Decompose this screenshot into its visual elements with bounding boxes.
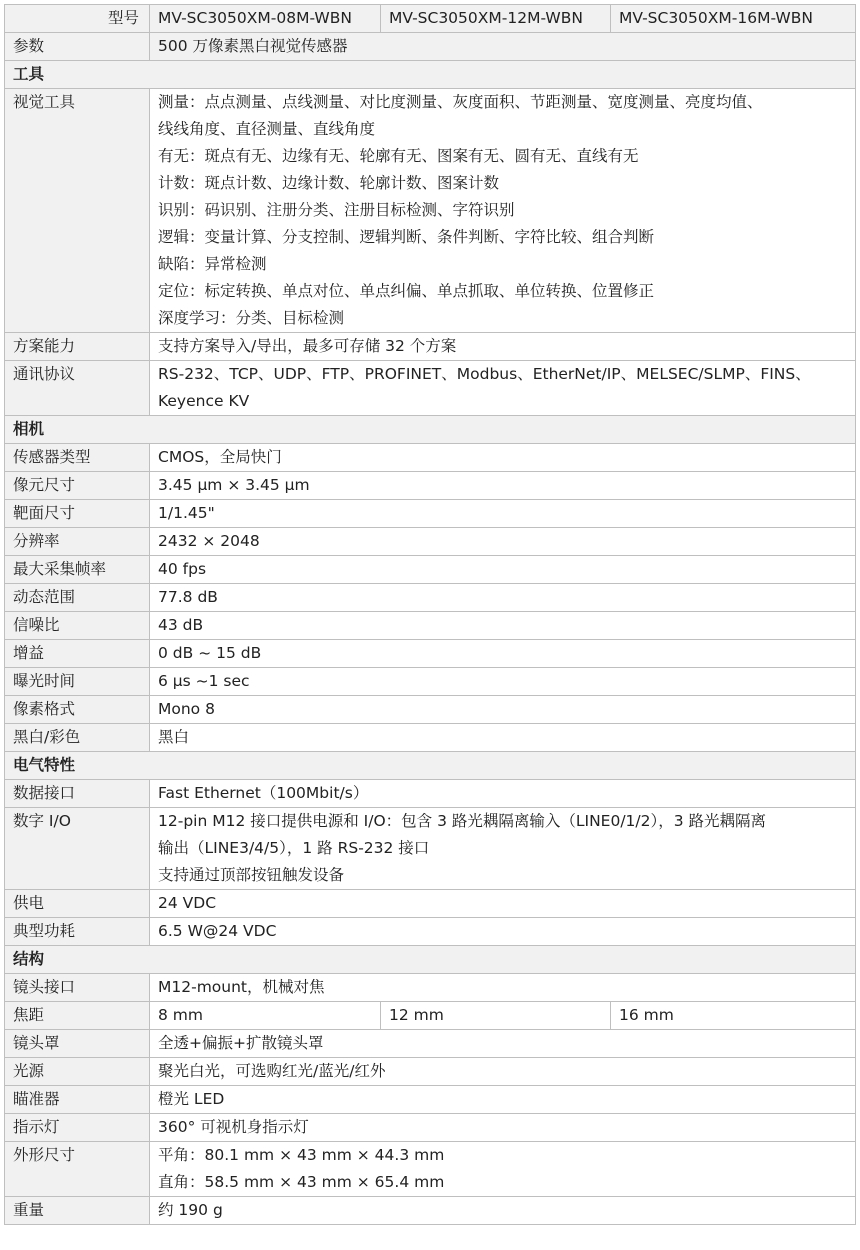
row-label: 光源 [5,1058,150,1086]
row-value: 黑白 [150,724,856,752]
section-camera [5,416,856,444]
text-line: 计数：斑点计数、边缘计数、轮廓计数、图案计数 [158,174,500,192]
row-value: 橙光 LED [150,1086,856,1114]
section-title: 结构 [5,946,856,974]
row-value: 3.45 μm × 3.45 μm [150,472,856,500]
model-name-12m: MV-SC3050XM-12M-WBN [381,5,611,33]
row-label: 视觉工具 [5,89,150,333]
row-value: 聚光白光，可选购红光/蓝光/红外 [150,1058,856,1086]
text-line: 线线角度、直径测量、直线角度 [158,120,376,138]
section-title: 相机 [5,416,856,444]
row-label: 重量 [5,1197,150,1225]
row-label: 像素格式 [5,696,150,724]
row-label: 焦距 [5,1002,150,1030]
section-title: 工具 [5,61,856,89]
row-value: 360° 可视机身指示灯 [150,1114,856,1142]
text-line: 定位：标定转换、单点对位、单点纠偏、单点抓取、单位转换、位置修正 [158,282,655,300]
row-label: 镜头罩 [5,1030,150,1058]
row-label: 供电 [5,890,150,918]
row-value: 支持方案导入/导出，最多可存储 32 个方案 [150,333,856,361]
row-value: 6.5 W@24 VDC [150,918,856,946]
section-title: 电气特性 [5,752,856,780]
text-line: 有无：斑点有无、边缘有无、轮廓有无、图案有无、圆有无、直线有无 [158,147,639,165]
row-value: 全透+偏振+扩散镜头罩 [150,1030,856,1058]
row-value: 77.8 dB [150,584,856,612]
model-name-16m: MV-SC3050XM-16M-WBN [611,5,856,33]
product-description: 500 万像素黑白视觉传感器 [150,33,856,61]
row-value: 1/1.45" [150,500,856,528]
text-line: 直角：58.5 mm × 43 mm × 65.4 mm [158,1173,445,1191]
row-label: 瞄准器 [5,1086,150,1114]
row-value: 6 μs ~1 sec [150,668,856,696]
row-label: 曝光时间 [5,668,150,696]
model-header-label: 型号 [5,5,150,33]
row-label: 传感器类型 [5,444,150,472]
focal-length-16m: 16 mm [611,1002,856,1030]
row-label: 像元尺寸 [5,472,150,500]
focal-length-12m: 12 mm [381,1002,611,1030]
text-line: 输出（LINE3/4/5），1 路 RS-232 接口 [158,839,430,857]
row-label: 数字 I/O [5,808,150,890]
row-label: 数据接口 [5,780,150,808]
dimension-value [150,1142,856,1197]
section-electrical [5,752,856,780]
text-line: 识别：码识别、注册分类、注册目标检测、字符识别 [158,201,515,219]
row-label: 分辨率 [5,528,150,556]
text-line: 支持通过顶部按钮触发设备 [158,866,345,884]
model-name-08m: MV-SC3050XM-08M-WBN [150,5,381,33]
text-line: 逻辑：变量计算、分支控制、逻辑判断、条件判断、字符比较、组合判断 [158,228,655,246]
row-value: Fast Ethernet（100Mbit/s） [150,780,856,808]
text-line: 12-pin M12 接口提供电源和 I/O：包含 3 路光耦隔离输入（LINE0/1/2），3 路光耦隔离 [158,812,767,830]
focal-length-08m: 8 mm [150,1002,381,1030]
row-value: 43 dB [150,612,856,640]
row-label: 信噪比 [5,612,150,640]
row-label: 增益 [5,640,150,668]
row-value: 0 dB ~ 15 dB [150,640,856,668]
text-line: 测量：点点测量、点线测量、对比度测量、灰度面积、节距测量、宽度测量、亮度均值、 [158,93,763,111]
row-value: CMOS，全局快门 [150,444,856,472]
text-line: 平角：80.1 mm × 43 mm × 44.3 mm [158,1146,445,1164]
protocol-value [150,361,856,416]
row-label: 典型功耗 [5,918,150,946]
row-label: 靶面尺寸 [5,500,150,528]
text-line: 深度学习：分类、目标检测 [158,309,345,327]
row-value: 24 VDC [150,890,856,918]
vision-tools-value [150,89,856,333]
row-value: Mono 8 [150,696,856,724]
row-label: 黑白/彩色 [5,724,150,752]
section-structure [5,946,856,974]
digital-io-value [150,808,856,890]
row-value: M12-mount，机械对焦 [150,974,856,1002]
row-label: 指示灯 [5,1114,150,1142]
row-value: 约 190 g [150,1197,856,1225]
row-label: 外形尺寸 [5,1142,150,1197]
spec-table [4,4,856,1225]
row-value: 2432 × 2048 [150,528,856,556]
param-header-label: 参数 [5,33,150,61]
row-label: 方案能力 [5,333,150,361]
text-line: 缺陷：异常检测 [158,255,267,273]
text-line: Keyence KV [158,392,250,410]
row-label: 镜头接口 [5,974,150,1002]
row-label: 最大采集帧率 [5,556,150,584]
row-label: 通讯协议 [5,361,150,416]
row-label: 动态范围 [5,584,150,612]
text-line: RS-232、TCP、UDP、FTP、PROFINET、Modbus、EtherNet/IP、MELSEC/SLMP、FINS、 [158,365,811,383]
section-tools [5,61,856,89]
row-value: 40 fps [150,556,856,584]
